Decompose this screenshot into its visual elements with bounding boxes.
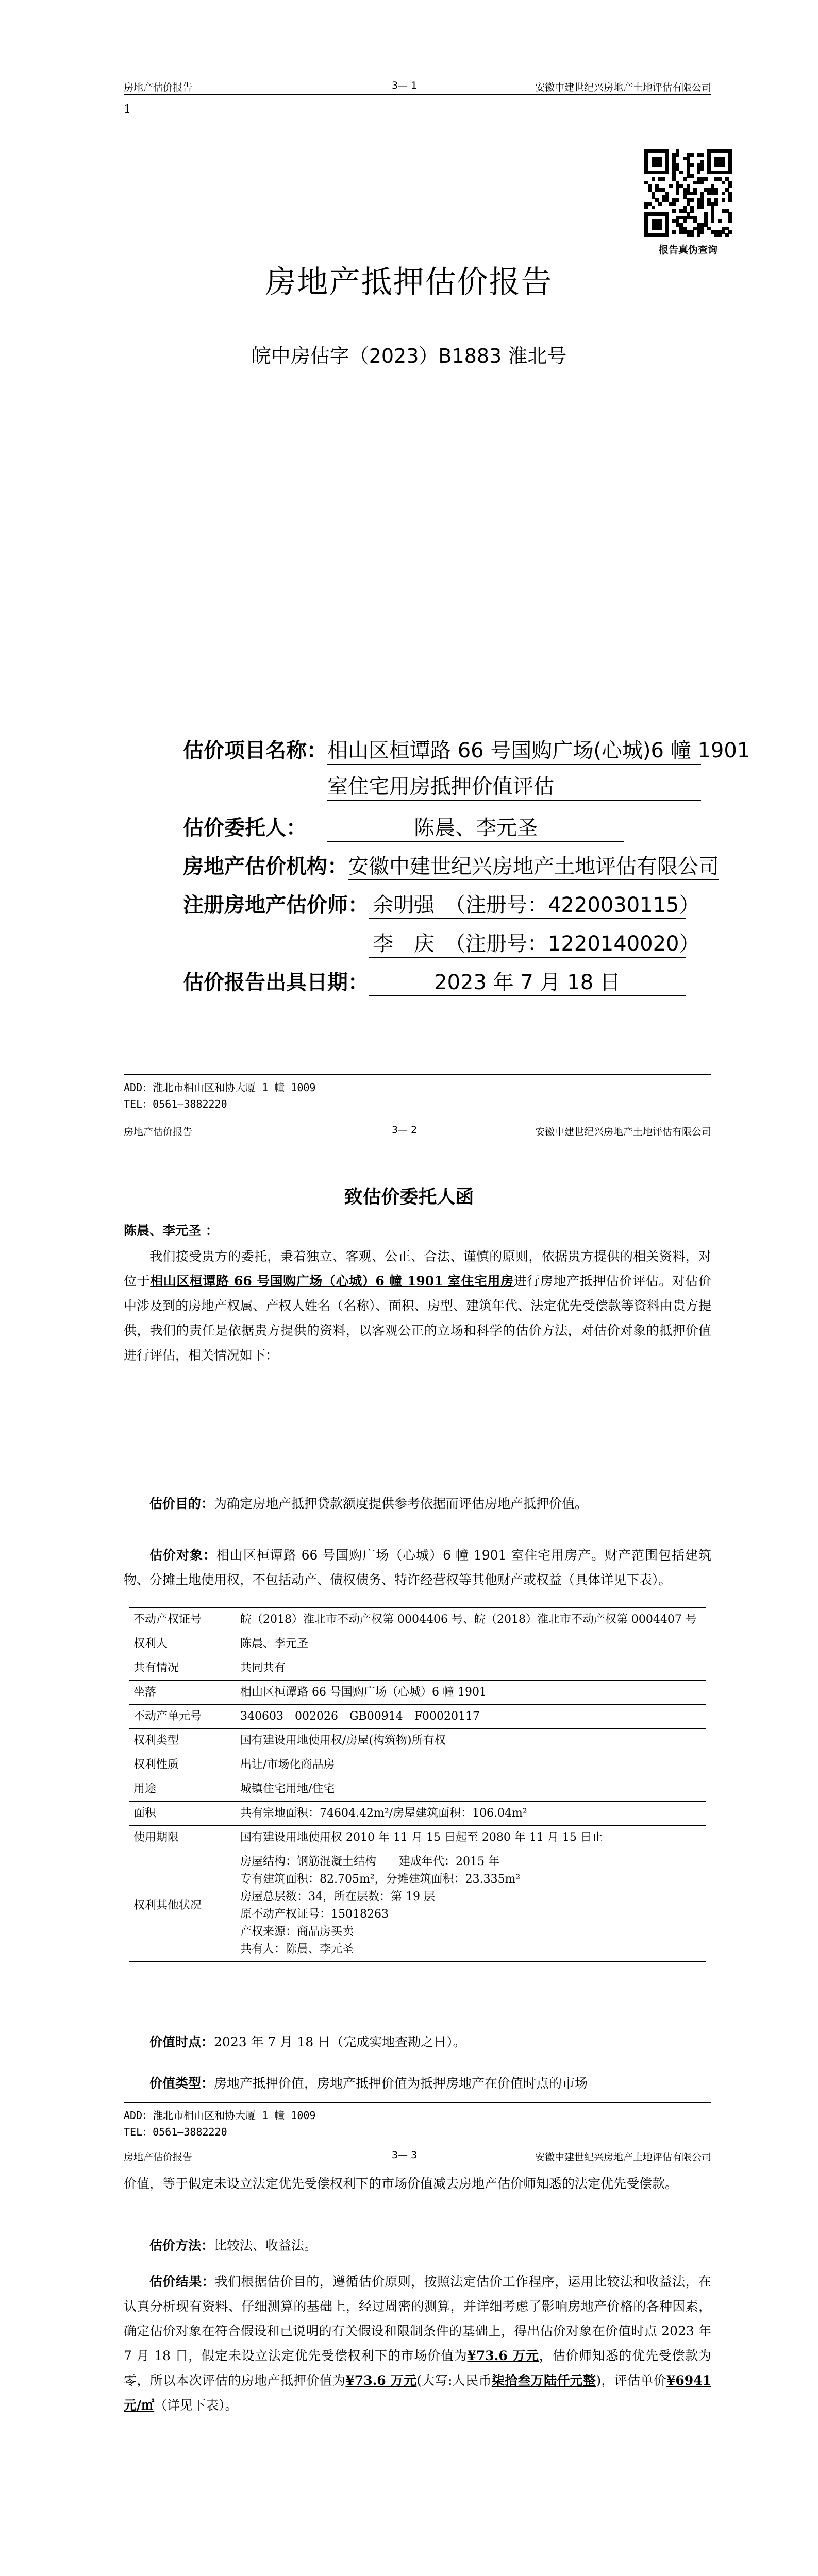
- footer-address: ADD：淮北市相山区和协大厦 1 幢 1009: [124, 2109, 316, 2122]
- object-paragraph: [124, 1543, 711, 1592]
- intro-paragraph: [124, 1244, 711, 1368]
- property-value: 相山区桓谭路 66 号国购广场（心城）6 幢 1901: [236, 1681, 706, 1705]
- header-right: 安徽中建世纪兴房地产土地评估有限公司: [535, 1126, 711, 1138]
- property-key: 权利性质: [129, 1753, 236, 1777]
- property-key: 共有情况: [129, 1656, 236, 1681]
- result-text-b: ，估价师知悉的优先受偿款为零，所以本次评估的房地产抵押价值为: [124, 2348, 711, 2388]
- property-value: 340603 002026 GB00914 F00020117: [236, 1705, 706, 1729]
- footer-tel: TEL：0561—3882220: [124, 1098, 227, 1110]
- purpose-paragraph: [124, 1492, 711, 1516]
- property-value: 城镇住宅用地/住宅: [236, 1777, 706, 1802]
- property-row: [129, 1753, 706, 1777]
- header-page: 3— 1: [392, 80, 418, 91]
- client-value: 陈晨、李元圣: [327, 811, 624, 842]
- property-row: [129, 1705, 706, 1729]
- value-date-label: 价值时点：: [149, 2035, 214, 2049]
- qr-caption: 报告真伪查询: [658, 244, 717, 256]
- result-text-c: (大写:人民币: [416, 2373, 492, 2388]
- header-rule: [124, 94, 711, 95]
- header-left: 房地产估价报告: [124, 1126, 193, 1138]
- property-other-value: [236, 1850, 706, 1962]
- method-paragraph: [124, 2233, 711, 2258]
- page-footer: [124, 2107, 315, 2140]
- result-text-d: )，评估单价: [596, 2373, 666, 2388]
- report-number: 皖中房估字（2023）B1883 淮北号: [251, 345, 567, 367]
- date-label: 估价报告出具日期：: [183, 971, 369, 994]
- result-label: 估价结果：: [149, 2274, 215, 2289]
- org-value: 安徽中建世纪兴房地产土地评估有限公司: [348, 850, 719, 880]
- property-key: 坐落: [129, 1681, 236, 1705]
- property-other-line: 产权来源：商品房买卖: [240, 1925, 354, 1938]
- object-text: 相山区桓谭路 66 号国购广场（心城）6 幢 1901 室住宅用房产。财产范围包括建筑物、分摊土地使用权，不包括动产、债权债务、特许经营权等其他财产或权益（具体详见下表）。: [124, 1548, 711, 1587]
- mortgage-value-upper: 柒拾叁万陆仟元整: [491, 2373, 596, 2388]
- method-text: 比较法、收益法。: [214, 2238, 318, 2253]
- property-value: 陈晨、李元圣: [236, 1632, 706, 1656]
- property-row: [129, 1656, 706, 1681]
- property-row: [129, 1608, 706, 1632]
- method-label: 估价方法：: [149, 2238, 214, 2253]
- purpose-text: 为确定房地产抵押贷款额度提供参考依据而评估房地产抵押价值。: [214, 1496, 588, 1511]
- property-other-line: 共有人：陈晨、李元圣: [240, 1943, 354, 1956]
- property-key: 权利类型: [129, 1729, 236, 1753]
- property-other-line: 房屋总层数：34，所在层数：第 19 层: [240, 1890, 435, 1903]
- footer-address: ADD：淮北市相山区和协大厦 1 幢 1009: [124, 1081, 316, 1094]
- header-left: 房地产估价报告: [124, 82, 193, 93]
- property-table: [129, 1607, 706, 1962]
- report-title: 房地产抵押估价报告: [265, 264, 553, 300]
- project-line-1: 相山区桓谭路 66 号国购广场(心城)6 幢 1901: [327, 734, 701, 765]
- property-other-line: 房屋结构：钢筋混凝土结构 建成年代：2015 年: [240, 1855, 499, 1868]
- appraiser-label: 注册房地产估价师：: [183, 893, 369, 917]
- property-other-line: 原不动产权证号：15018263: [240, 1908, 389, 1921]
- property-row: [129, 1729, 706, 1753]
- footer-tel: TEL：0561—3882220: [124, 2126, 227, 2138]
- value-date-text: 2023 年 7 月 18 日（完成实地查勘之日）。: [214, 2035, 466, 2049]
- property-value: 国有建设用地使用权/房屋(构筑物)所有权: [236, 1729, 706, 1753]
- result-text-a: 我们根据估价目的，遵循估价原则，按照法定估价工作程序，运用比较法和收益法，在认真分析现有资料、仔细测算的基础上，经过周密的测算，并详细考虑了影响房地产价格的各种因素，确定估价对象在符合假设和已说明的有关假设和限制条件的基础上，得出估价对象在价值时点 2023 年 7 月 18 日，假定未设立法定优先受偿权利下的市场价值为: [124, 2274, 711, 2363]
- qr-code-icon[interactable]: [644, 149, 732, 237]
- property-key: 用途: [129, 1777, 236, 1802]
- header-page: 3— 3: [392, 2149, 418, 2161]
- footer-rule: [124, 2102, 711, 2103]
- letter-title: 致估价委托人函: [344, 1186, 474, 1208]
- property-key: 不动产权证号: [129, 1608, 236, 1632]
- property-key: 权利其他状况: [129, 1850, 236, 1962]
- intro-address: 相山区桓谭路 66 号国购广场（心城）6 幢 1901 室住宅用房: [150, 1274, 514, 1289]
- property-row: [129, 1681, 706, 1705]
- header-right: 安徽中建世纪兴房地产土地评估有限公司: [535, 2151, 711, 2163]
- appraiser-1: 余明强 （注册号：4220030115）: [369, 889, 686, 919]
- property-row: [129, 1632, 706, 1656]
- org-label: 房地产估价机构：: [183, 855, 348, 878]
- market-value: ¥73.6 万元: [467, 2348, 539, 2363]
- footer-rule: [124, 1074, 711, 1075]
- header-left: 房地产估价报告: [124, 2151, 193, 2163]
- client-label: 估价委托人：: [183, 816, 307, 840]
- property-key: 权利人: [129, 1632, 236, 1656]
- header-right: 安徽中建世纪兴房地产土地评估有限公司: [535, 82, 711, 93]
- property-value: 皖（2018）淮北市不动产权第 0004406 号、皖（2018）淮北市不动产权第 0004407 号: [236, 1608, 706, 1632]
- property-row: [129, 1850, 706, 1962]
- value-type-label: 价值类型：: [149, 2076, 214, 2091]
- property-row: [129, 1826, 706, 1850]
- value-type-text-a: 房地产抵押价值，房地产抵押价值为抵押房地产在价值时点的市场: [214, 2076, 588, 2091]
- property-row: [129, 1802, 706, 1826]
- appraiser-2: 李 庆 （注册号：1220140020）: [369, 927, 686, 958]
- property-other-line: 专有建筑面积：82.705m²，分摊建筑面积：23.335m²: [240, 1873, 521, 1886]
- property-key: 使用期限: [129, 1826, 236, 1850]
- intro-text-a: 我们接受贵方的委托，秉着独立、客观、公正、合法、谨慎的原则，依据贵方提供的相关资料，对位于: [124, 1249, 711, 1289]
- result-paragraph: [124, 2269, 711, 2418]
- value-type-continued: 价值，等于假定未设立法定优先受偿权利下的市场价值减去房地产估价师知悉的法定优先受偿款。: [124, 2176, 678, 2191]
- result-text-e: （详见下表）。: [154, 2398, 238, 2413]
- object-label: 估价对象：: [149, 1548, 216, 1563]
- property-key: 面积: [129, 1802, 236, 1826]
- intro-text-c: 进行房地产抵押估价评估。对估价中涉及到的房地产权属、产权人姓名（名称）、面积、房型、建筑年代、法定优先受偿款等资料由贵方提供，我们的责任是依据贵方提供的资料，以客观公正的立场和科学的估价方法，对估价对象的抵押价值进行评估，相关情况如下：: [124, 1274, 711, 1363]
- value-type-paragraph: [124, 2071, 711, 2096]
- unit-price: ¥6941 元/㎡: [124, 2373, 711, 2413]
- property-value: 共同共有: [236, 1656, 706, 1681]
- property-row: [129, 1777, 706, 1802]
- header-page: 3— 2: [392, 1124, 418, 1136]
- property-value: 出让/市场化商品房: [236, 1753, 706, 1777]
- property-value: 国有建设用地使用权 2010 年 11 月 15 日起至 2080 年 11 月 15 日止: [236, 1826, 706, 1850]
- purpose-label: 估价目的：: [149, 1496, 214, 1511]
- mortgage-value: ¥73.6 万元: [345, 2373, 417, 2388]
- value-date-paragraph: [124, 2030, 711, 2055]
- property-value: 共有宗地面积：74604.42m²/房屋建筑面积：106.04m²: [236, 1802, 706, 1826]
- report-date: 2023 年 7 月 18 日: [369, 966, 686, 996]
- page-footer: [124, 1079, 315, 1112]
- property-key: 不动产单元号: [129, 1705, 236, 1729]
- project-label: 估价项目名称：: [183, 739, 327, 762]
- salutation: 陈晨、李元圣 ：: [124, 1223, 219, 1238]
- page-number: 1: [124, 103, 131, 116]
- project-line-2: 室住宅用房抵押价值评估: [327, 770, 701, 801]
